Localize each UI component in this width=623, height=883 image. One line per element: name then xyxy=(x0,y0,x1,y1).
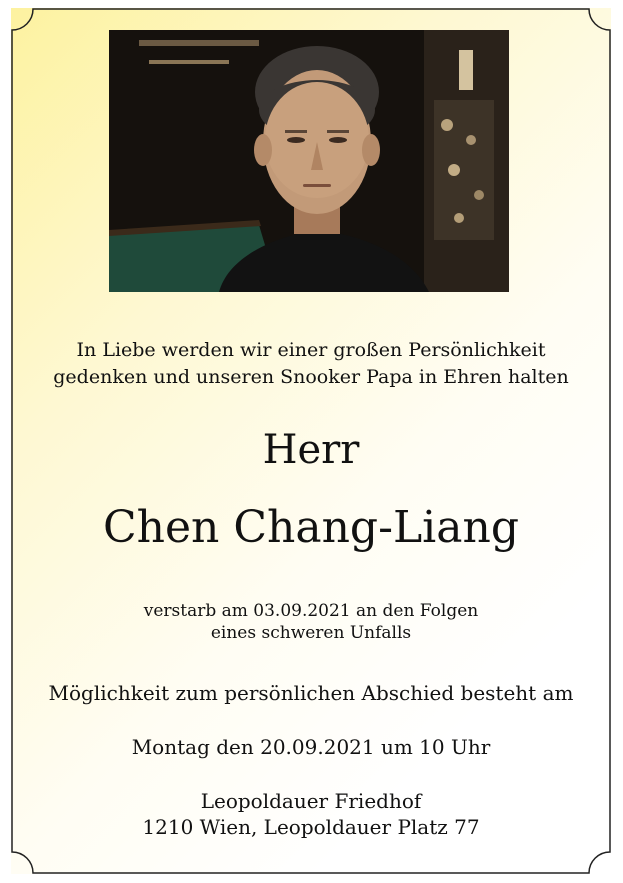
intro-text xyxy=(11,337,611,391)
venue-address: 1210 Wien, Leopoldauer Platz 77 xyxy=(142,815,480,839)
death-notice-line-2: eines schweren Unfalls xyxy=(210,623,412,643)
obituary-card xyxy=(11,8,611,874)
farewell-text: Möglichkeit zum persönlichen Abschied besteht am xyxy=(48,681,574,705)
farewell-date: Montag den 20.09.2021 um 10 Uhr xyxy=(131,735,491,759)
death-notice xyxy=(11,600,611,644)
portrait-photo xyxy=(109,30,509,292)
intro-line-2: gedenken und unseren Snooker Papa in Ehren halten xyxy=(53,366,569,388)
death-notice-line-1: verstarb am 03.09.2021 an den Folgen xyxy=(143,601,479,621)
intro-line-1: In Liebe werden wir einer großen Persönlichkeit xyxy=(76,339,546,361)
venue xyxy=(11,788,611,840)
deceased-name: Chen Chang-Liang xyxy=(102,502,519,553)
venue-name: Leopoldauer Friedhof xyxy=(200,789,422,813)
deceased-title: Herr xyxy=(262,427,360,473)
